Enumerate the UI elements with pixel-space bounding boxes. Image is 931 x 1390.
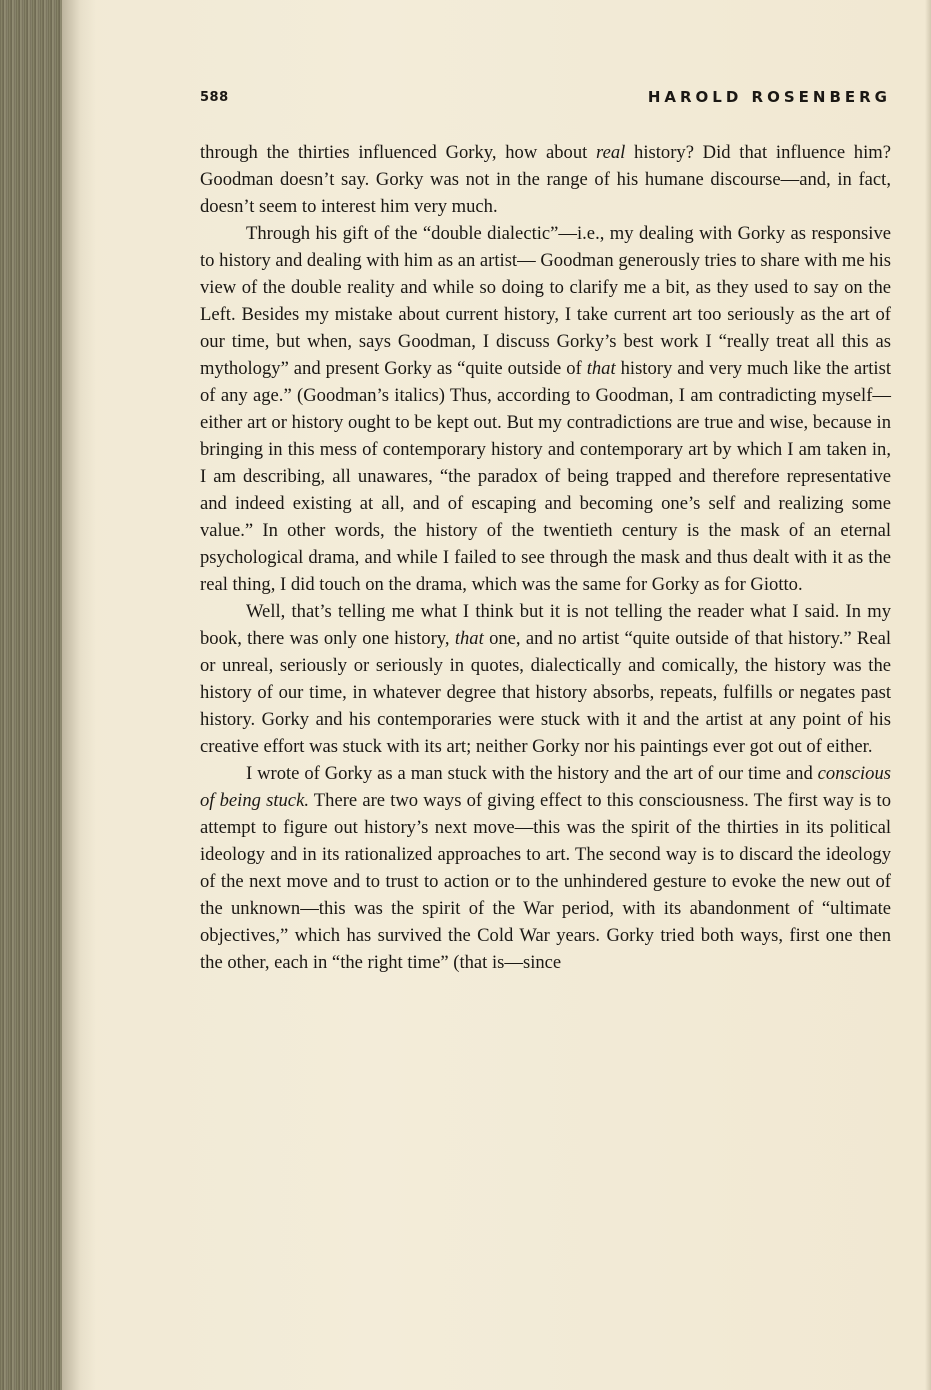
text-run: There are two ways of giving effect to this consciousness. The first way is to attempt to figure out history’s next move—this was the spirit of the thirties in its political ideology and in its rationalized approaches to art. The second way is to discard the ideology of the next move and to trust to action or to the unhindered gesture to evoke the new out of the unknown—this was the spirit of the War period, with its abandonment of “ultimate objectives,” which has survived the Cold War years. Gorky tried both ways, first one then the other, each in “the right time” (that is—since — [200, 790, 892, 973]
text-run: I wrote of Gorky as a man stuck with the history and the art of our time and — [246, 763, 818, 784]
body-text — [200, 139, 891, 976]
text-run: history and very much like the artist of any age.” (Goodman’s italics) Thus, according to Goodman, I am contradicting myself—either art or history ought to be kept out. But my contradictions are true and wise, because in bringing in this mess of contemporary history and contemporary art by which I am taken in, I am describing, all unawares, “the paradox of being trapped and therefore representative and indeed existing at all, and of escaping and becoming one’s self and realizing some value.” In other words, the history of the twentieth century is the mask of an eternal psychological drama, and while I failed to see through the mask and thus dealt with it as the real thing, I did touch on the drama, which was the same for Gorky as for Giotto. — [200, 358, 891, 595]
page-edge — [925, 0, 931, 1390]
book-gutter — [0, 0, 62, 1390]
gutter-shadow — [62, 0, 96, 1390]
text-run: Through his gift of the “double dialectic”—i.e., my dealing with Gorky as responsive to history and dealing with him as an artist— Goodman generously tries to share with me his view of the double reality and while so doing to clarify me a bit, as they used to say on the Left. Besides my mistake about current history, I take current art too seriously as the art of our time, but when, says Goodman, I discuss Gorky’s best work I “really treat all this as mythology” and present Gorky as “quite outside of — [200, 223, 891, 379]
italic-text-run: real — [596, 142, 626, 163]
text-run: Well, that’s telling me what I think but it is not telling the reader what I said. In my book, there was only one history, — [200, 601, 891, 649]
text-run: history? Did that influence him? Goodman doesn’t say. Gorky was not in the range of his humane discourse—and, in fact, doesn’t seem to interest him very much. — [200, 142, 891, 217]
italic-text-run: that — [586, 358, 616, 379]
paragraph-2 — [200, 220, 891, 598]
paragraph-4 — [200, 760, 891, 976]
running-head: HAROLD ROSENBERG — [647, 88, 891, 106]
paragraph-3 — [200, 598, 891, 760]
italic-text-run: that — [454, 628, 484, 649]
text-run: through the thirties influenced Gorky, how about — [200, 142, 597, 163]
paragraph-1 — [200, 139, 891, 220]
page-header — [200, 90, 891, 114]
text-run: one, and no artist “quite outside of that history.” Real or unreal, seriously or seriously in quotes, dialectically and comically, the history was the history of our time, in whatever degree that history absorbs, repeats, fulfills or negates past history. Gorky and his contemporaries were stuck with it and the artist at any point of his creative effort was stuck with its art; neither Gorky nor his paintings ever got out of either. — [200, 628, 891, 757]
page-number: 588 — [200, 90, 229, 105]
italic-text-run: conscious of being stuck. — [200, 763, 891, 811]
